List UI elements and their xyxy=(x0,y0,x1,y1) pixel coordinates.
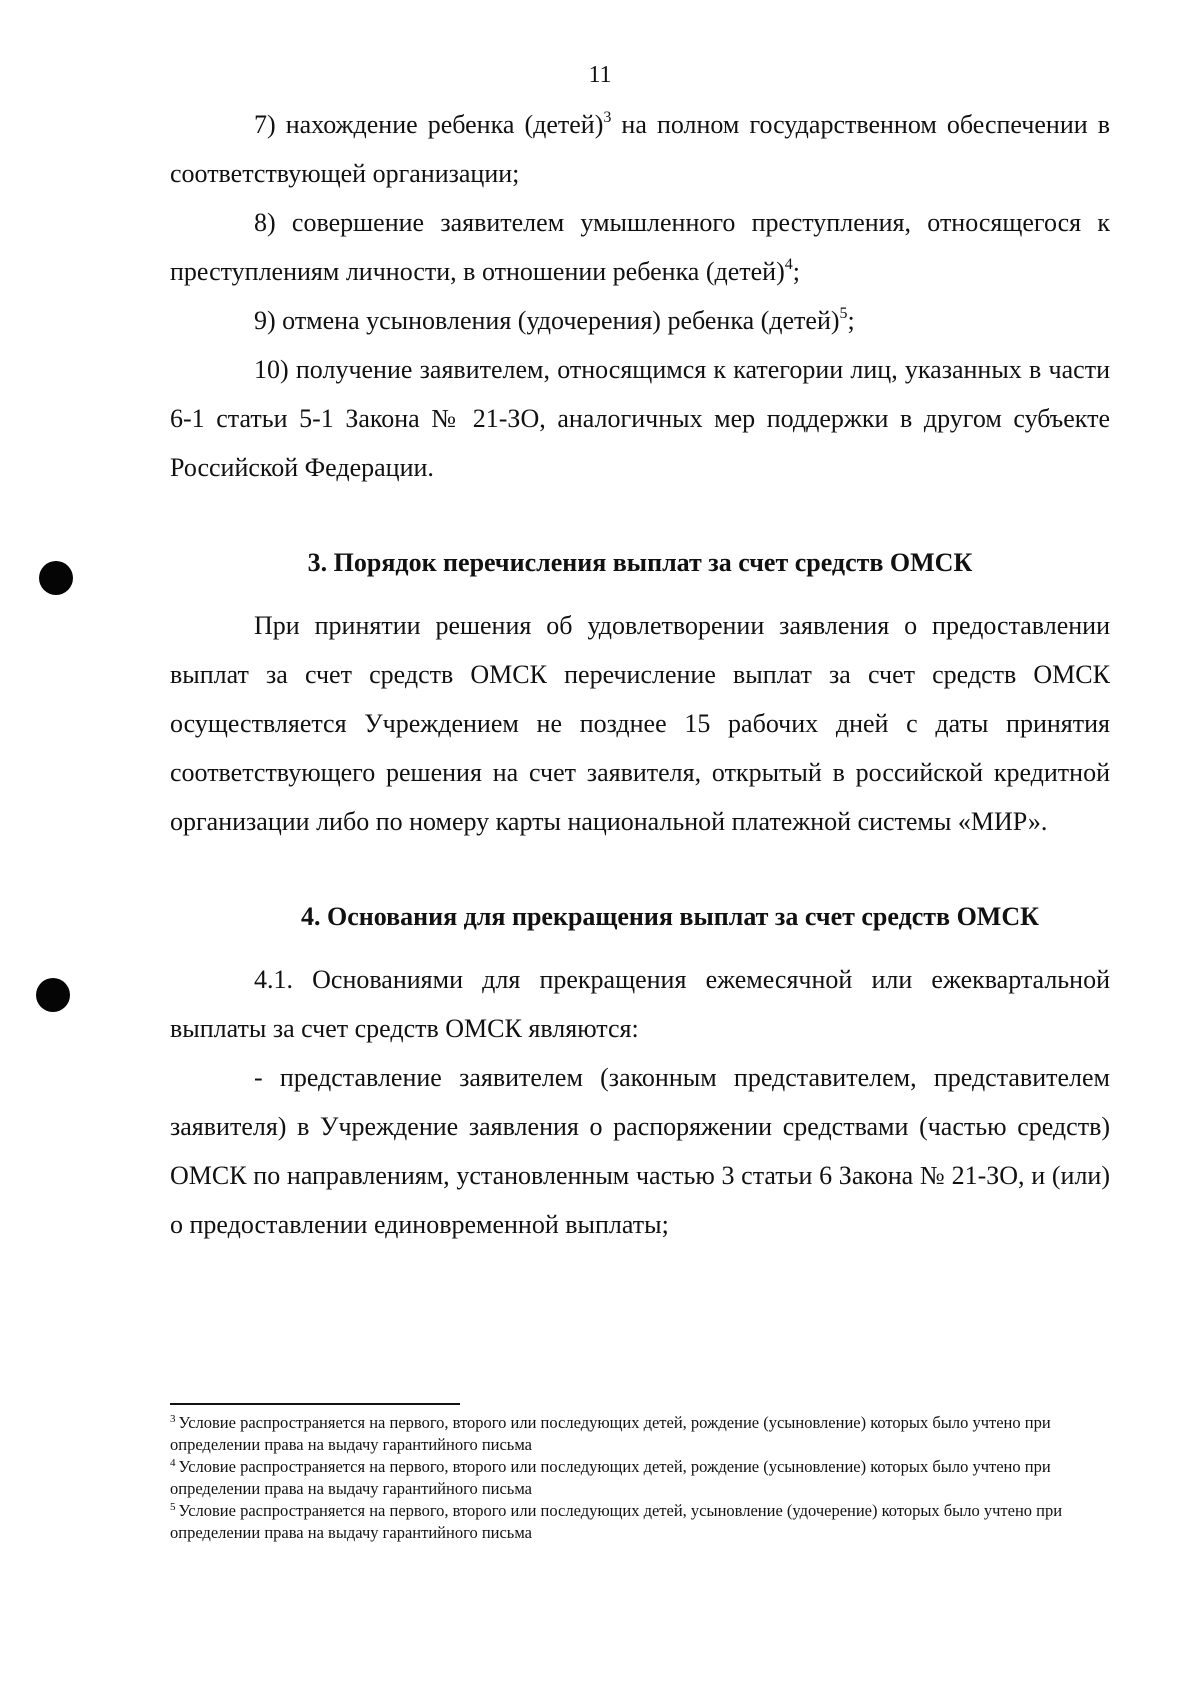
section-3-paragraph: При принятии решения об удовлетворении заявления о предоставлении выплат за счет средств ОМСК перечисление выплат за счет средств ОМСК осуществляется Учреждением не позднее 15 рабочих дней с даты принятия соответствующего решения на счет заявителя, открытый в российской кредитной организации либо по номеру карты национальной платежной системы «МИР». xyxy=(170,611,1110,836)
footnotes xyxy=(170,1412,1112,1544)
footnote-separator xyxy=(170,1403,460,1405)
section-4-heading: 4. Основания для прекращения выплат за счет средств ОМСК xyxy=(301,902,1039,931)
item-8-text: 8) совершение заявителем умышленного преступления, относящегося к преступлениям личности, в отношении ребенка (детей) xyxy=(170,208,1110,286)
footnote-3-text: Условие распространяется на первого, второго или последующих детей, рождение (усыновление) которых было учтено при определении права на выдачу гарантийного письма xyxy=(170,1413,1051,1454)
item-9-text: 9) отмена усыновления (удочерения) ребенка (детей) xyxy=(254,306,840,335)
footnote-mark-5: 5 xyxy=(170,1501,176,1513)
punch-hole-lower xyxy=(36,978,70,1012)
footnote-ref-5: 5 xyxy=(839,305,848,322)
footnote-ref-3: 3 xyxy=(603,109,612,126)
list-item-7 xyxy=(170,100,1110,198)
punch-hole-upper xyxy=(39,561,73,595)
section-4-paragraph: 4.1. Основаниями для прекращения ежемесячной или ежеквартальной выплаты за счет средств ОМСК являются: xyxy=(170,965,1110,1043)
footnote-mark-4: 4 xyxy=(170,1457,176,1469)
footnote-3 xyxy=(170,1412,1112,1456)
section-3-heading: 3. Порядок перечисления выплат за счет средств ОМСК xyxy=(307,548,973,577)
footnote-5-text: Условие распространяется на первого, второго или последующих детей, усыновление (удочерение) которых было учтено при определении права на выдачу гарантийного письма xyxy=(170,1501,1063,1542)
footnote-mark-3: 3 xyxy=(170,1413,176,1425)
list-item-9 xyxy=(170,296,1110,345)
footnote-ref-4: 4 xyxy=(784,256,793,273)
footnote-4-text: Условие распространяется на первого, второго или последующих детей, рождение (усыновление) которых было учтено при определении права на выдачу гарантийного письма xyxy=(170,1457,1051,1498)
document-body xyxy=(170,100,1110,1249)
list-item-10: 10) получение заявителем, относящимся к категории лиц, указанных в части 6-1 статьи 5-1 Закона № 21-ЗО, аналогичных мер поддержки в другом субъекте Российской Федерации. xyxy=(170,355,1110,482)
footnote-5 xyxy=(170,1500,1112,1544)
section-4-dash-item: - представление заявителем (законным представителем, представителем заявителя) в Учреждение заявления о распоряжении средствами (частью средств) ОМСК по направлениям, установленным частью 3 статьи 6 Закона № 21-ЗО, и (или) о предоставлении единовременной выплаты; xyxy=(170,1063,1110,1239)
item-7-text-end: на полном государственном обеспечении в соответствующей организации; xyxy=(170,110,1110,188)
page-number: 11 xyxy=(588,62,612,88)
list-item-8 xyxy=(170,198,1110,296)
footnote-4 xyxy=(170,1456,1112,1500)
item-9-text-end: ; xyxy=(847,306,855,335)
item-7-text: 7) нахождение ребенка (детей) xyxy=(254,110,604,139)
item-8-text-end: ; xyxy=(792,257,800,286)
